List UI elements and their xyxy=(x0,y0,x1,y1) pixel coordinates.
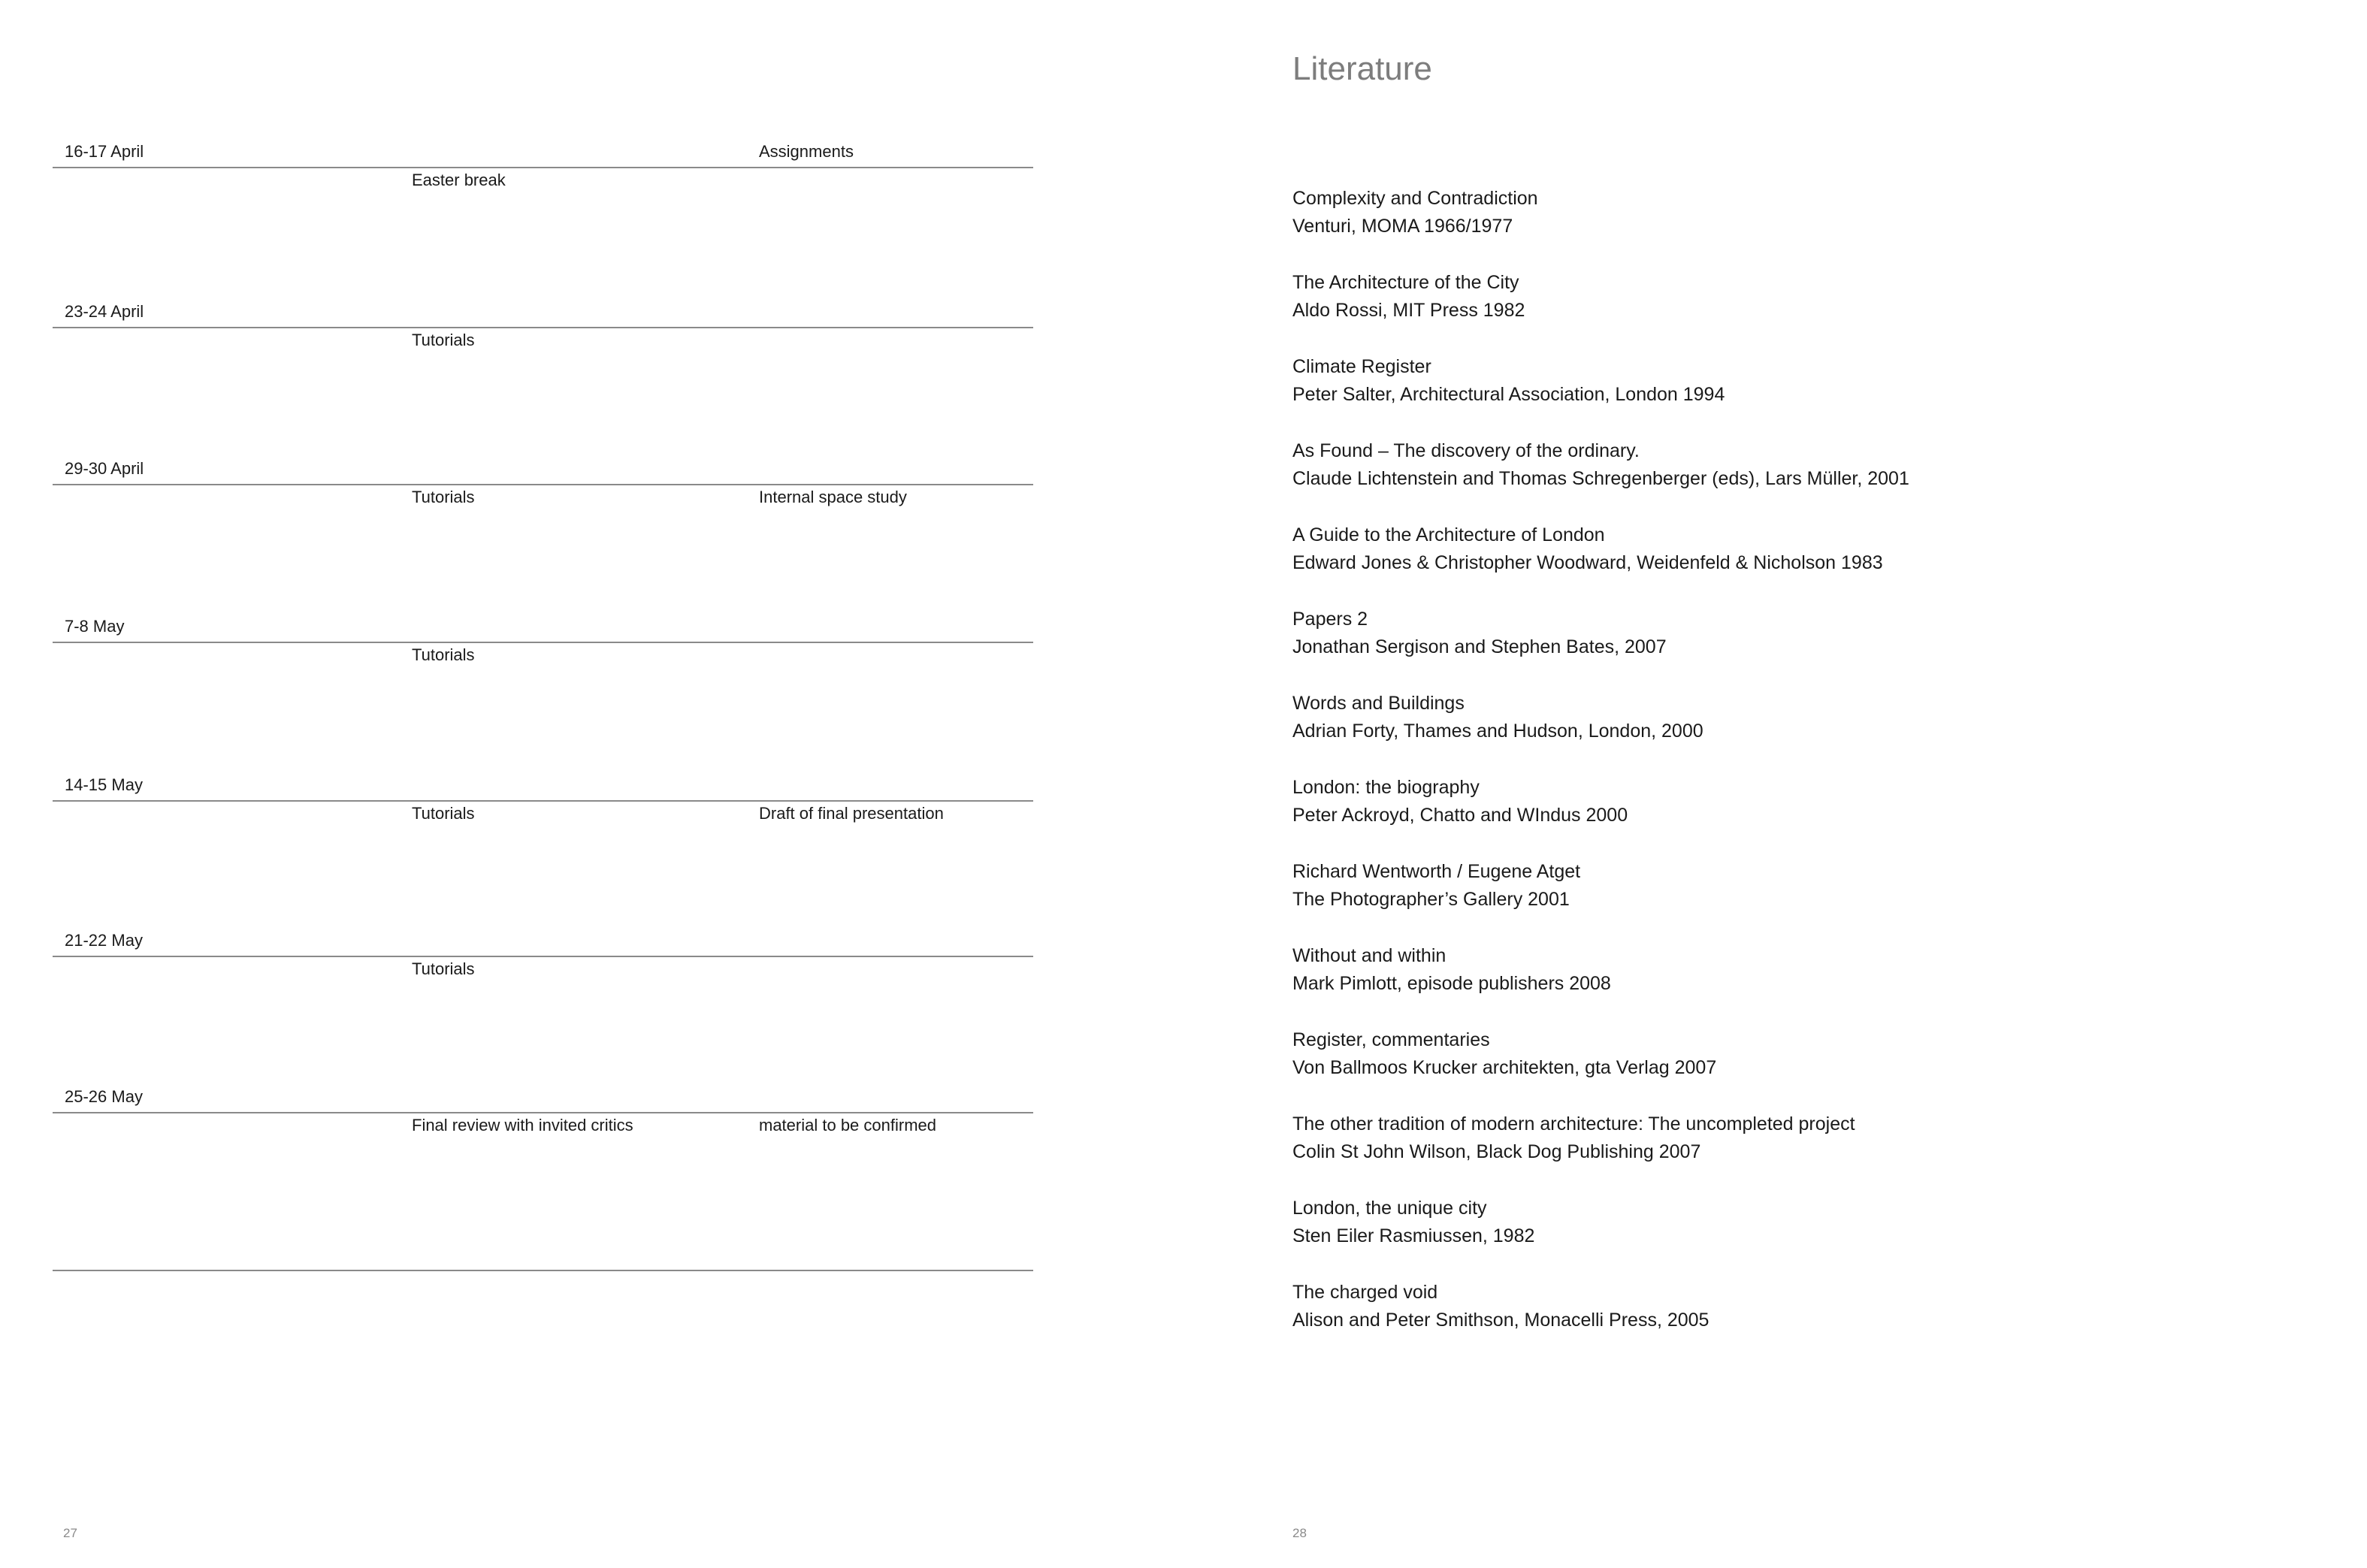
literature-item xyxy=(1292,185,2269,269)
book-title: A Guide to the Architecture of London xyxy=(1292,524,1605,545)
page-title: Literature xyxy=(1292,50,1432,87)
schedule-row xyxy=(53,301,1033,458)
schedule-date: 16-17 April xyxy=(65,142,144,161)
book-title: Richard Wentworth / Eugene Atget xyxy=(1292,861,1581,882)
table-bottom-rule xyxy=(53,1270,1033,1271)
book-source: Adrian Forty, Thames and Hudson, London, 2000 xyxy=(1292,721,1703,742)
book-title: Words and Buildings xyxy=(1292,693,1465,714)
literature-item xyxy=(1292,269,2269,353)
book-source: Colin St John Wilson, Black Dog Publishing 2007 xyxy=(1292,1141,1701,1162)
book-source: Peter Ackroyd, Chatto and WIndus 2000 xyxy=(1292,805,1628,826)
book-title: Register, commentaries xyxy=(1292,1029,1490,1050)
book-source: Venturi, MOMA 1966/1977 xyxy=(1292,216,1513,237)
book-title: London: the biography xyxy=(1292,777,1480,798)
row-divider xyxy=(53,956,1033,957)
book-title: Complexity and Contradiction xyxy=(1292,188,1538,209)
literature-item xyxy=(1292,942,2269,1026)
book-source: Peter Salter, Architectural Association, London 1994 xyxy=(1292,384,1725,405)
book-source: Claude Lichtenstein and Thomas Schregenberger (eds), Lars Müller, 2001 xyxy=(1292,468,1909,489)
schedule-row xyxy=(53,458,1033,615)
book-source: Von Ballmoos Krucker architekten, gta Verlag 2007 xyxy=(1292,1057,1717,1078)
row-divider xyxy=(53,167,1033,168)
page-number: 28 xyxy=(1292,1526,1307,1540)
book-source: Aldo Rossi, MIT Press 1982 xyxy=(1292,300,1525,321)
literature-item xyxy=(1292,521,2269,606)
book-source: Mark Pimlott, episode publishers 2008 xyxy=(1292,973,1611,994)
page-number: 27 xyxy=(63,1526,77,1540)
schedule-row xyxy=(53,141,1033,298)
right-page xyxy=(1184,0,2367,1568)
book-title: Without and within xyxy=(1292,945,1446,966)
book-source: The Photographer’s Gallery 2001 xyxy=(1292,889,1570,910)
book-source: Sten Eiler Rasmiussen, 1982 xyxy=(1292,1225,1535,1246)
literature-item xyxy=(1292,1110,2269,1195)
schedule-activity: Easter break xyxy=(412,171,506,189)
schedule-activity: Tutorials xyxy=(412,488,475,506)
literature-item xyxy=(1292,1195,2269,1279)
schedule-assignment: Internal space study xyxy=(759,488,907,506)
schedule-activity: Tutorials xyxy=(412,331,475,349)
schedule-row xyxy=(53,930,1033,1086)
book-title: London, the unique city xyxy=(1292,1198,1487,1219)
schedule-activity: Final review with invited critics xyxy=(412,1116,633,1134)
schedule-row xyxy=(53,775,1033,931)
row-divider xyxy=(53,642,1033,643)
schedule-row xyxy=(53,616,1033,772)
schedule-date: 7-8 May xyxy=(65,617,125,636)
literature-item xyxy=(1292,858,2269,942)
literature-list xyxy=(1292,185,2269,1363)
row-divider xyxy=(53,800,1033,802)
schedule-assignment: material to be confirmed xyxy=(759,1116,936,1134)
schedule-assignment: Draft of final presentation xyxy=(759,804,944,823)
book-title: Papers 2 xyxy=(1292,609,1368,630)
row-divider xyxy=(53,327,1033,328)
book-title: The Architecture of the City xyxy=(1292,272,1519,293)
schedule-date: 21-22 May xyxy=(65,931,143,950)
literature-item xyxy=(1292,437,2269,521)
schedule-activity: Tutorials xyxy=(412,645,475,664)
schedule-activity: Tutorials xyxy=(412,804,475,823)
schedule-date: 29-30 April xyxy=(65,459,144,478)
literature-item xyxy=(1292,353,2269,437)
assignments-column-header: Assignments xyxy=(759,142,854,161)
book-source: Alison and Peter Smithson, Monacelli Press, 2005 xyxy=(1292,1310,1710,1331)
schedule-row xyxy=(53,1086,1033,1243)
row-divider xyxy=(53,484,1033,485)
schedule-date: 23-24 April xyxy=(65,302,144,321)
schedule-table xyxy=(53,0,1033,1292)
schedule-date: 14-15 May xyxy=(65,775,143,794)
book-title: As Found – The discovery of the ordinary. xyxy=(1292,440,1640,461)
book-source: Jonathan Sergison and Stephen Bates, 2007 xyxy=(1292,636,1667,657)
book-title: The charged void xyxy=(1292,1282,1438,1303)
literature-item xyxy=(1292,606,2269,690)
schedule-activity: Tutorials xyxy=(412,959,475,978)
literature-item xyxy=(1292,1026,2269,1110)
book-source: Edward Jones & Christopher Woodward, Weidenfeld & Nicholson 1983 xyxy=(1292,552,1883,573)
literature-item xyxy=(1292,774,2269,858)
literature-item xyxy=(1292,1279,2269,1363)
literature-item xyxy=(1292,690,2269,774)
book-title: The other tradition of modern architecture: The uncompleted project xyxy=(1292,1113,1855,1134)
row-divider xyxy=(53,1112,1033,1113)
book-title: Climate Register xyxy=(1292,356,1431,377)
schedule-date: 25-26 May xyxy=(65,1087,143,1106)
